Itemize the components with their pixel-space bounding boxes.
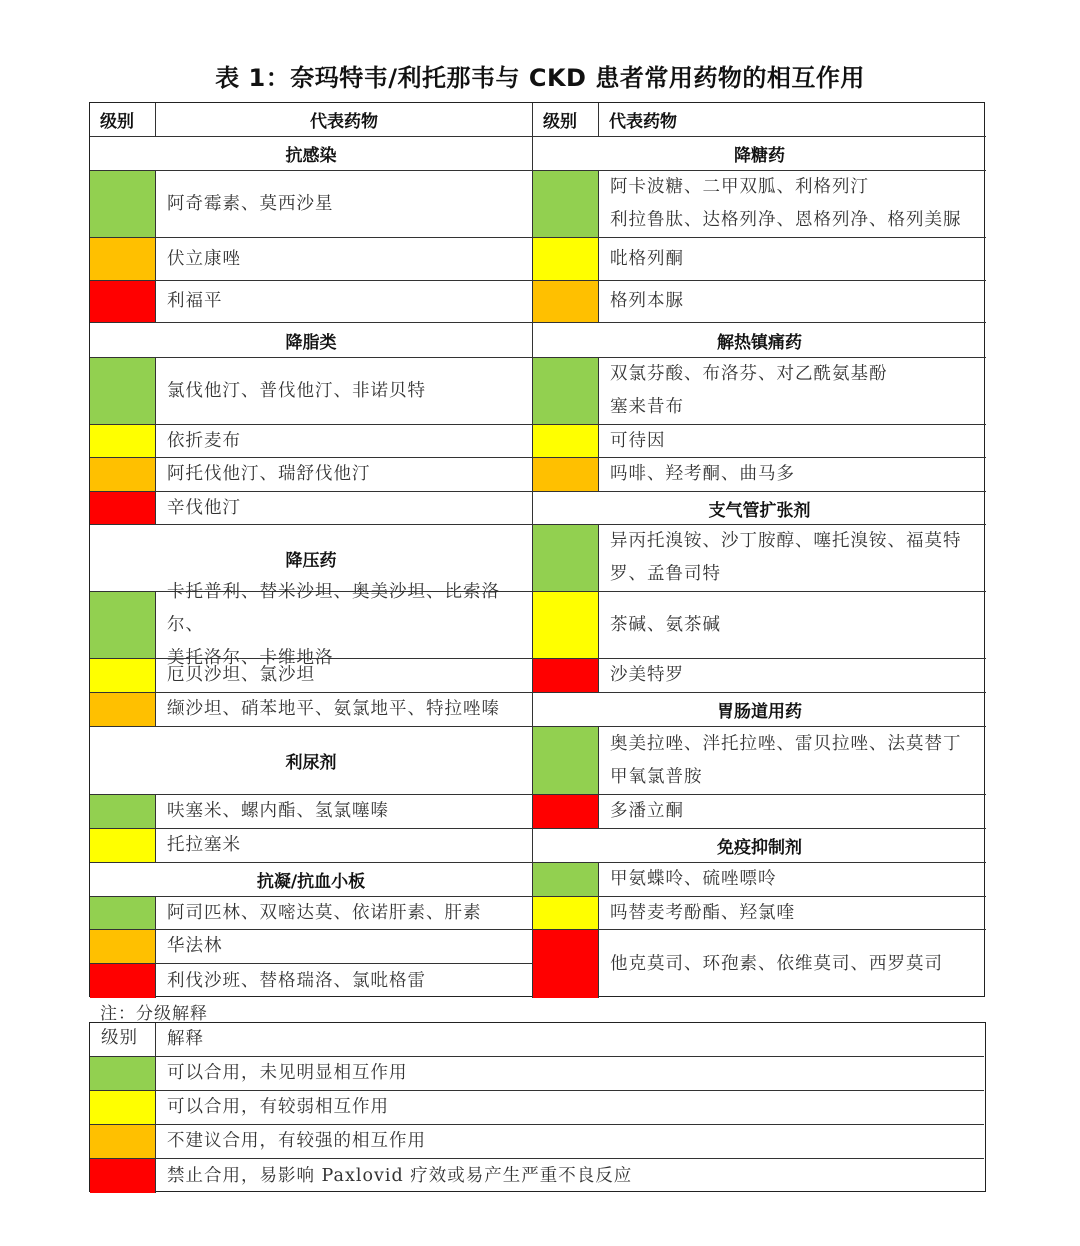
drug-list-cell <box>599 525 986 592</box>
level-swatch-red <box>533 659 599 693</box>
level-swatch-yellow <box>533 592 599 659</box>
level-swatch-orange <box>90 930 156 964</box>
drug-list-cell <box>599 659 986 693</box>
drug-names: 格列本脲 <box>610 291 684 311</box>
drug-list-cell <box>156 171 533 238</box>
drug-names: 阿奇霉素、莫西沙星 <box>167 193 334 214</box>
drug-list-cell <box>599 458 986 492</box>
drug-list-cell <box>599 358 986 425</box>
drug-names: 利福平 <box>167 291 223 311</box>
category-header: 抗感染 <box>90 137 533 171</box>
drug-names: 阿托伐他汀、瑞舒伐他汀 <box>167 464 371 484</box>
drug-list-cell <box>156 693 533 727</box>
drug-names: 吡格列酮 <box>610 248 684 269</box>
level-swatch-green <box>90 171 156 238</box>
drug-names: 利伐沙班、替格瑞洛、氯吡格雷 <box>167 970 426 991</box>
drug-list-cell <box>599 238 986 281</box>
header-drugs-right: 代表药物 <box>599 103 986 137</box>
level-swatch-green <box>90 592 156 659</box>
legend-swatch-red <box>90 1159 156 1193</box>
drug-names: 阿司匹林、双嘧达莫、依诺肝素、肝素 <box>167 902 482 923</box>
drug-names: 氯伐他汀、普伐他汀、非诺贝特 <box>167 380 426 401</box>
level-swatch-red <box>90 964 156 998</box>
legend-explanation <box>156 1159 984 1193</box>
drug-names: 甲氧氯普胺 <box>610 766 703 787</box>
drug-names: 利拉鲁肽、达格列净、恩格列净、格列美脲 <box>610 210 962 230</box>
level-swatch-green <box>533 358 599 425</box>
level-swatch-yellow <box>533 238 599 281</box>
level-swatch-yellow <box>533 897 599 930</box>
level-swatch-green <box>533 525 599 592</box>
drug-list-cell <box>599 171 986 238</box>
drug-list-cell <box>156 458 533 492</box>
drug-names: 甲氨蝶呤、硫唑嘌呤 <box>610 869 777 889</box>
drug-list-cell <box>156 659 533 693</box>
level-swatch-red <box>90 281 156 323</box>
drug-names: 卡托普利、替米沙坦、奥美沙坦、比索洛尔、 <box>167 581 500 635</box>
drug-names: 异丙托溴铵、沙丁胺醇、噻托溴铵、福莫特 <box>610 531 962 551</box>
drug-list-cell <box>156 795 533 829</box>
level-swatch-yellow <box>533 425 599 458</box>
level-swatch-green <box>533 171 599 238</box>
level-swatch-orange <box>533 281 599 323</box>
level-swatch-orange <box>533 458 599 492</box>
drug-list-cell <box>599 425 986 458</box>
legend-explanation <box>156 1091 984 1125</box>
drug-list-cell <box>599 930 986 998</box>
level-swatch-green <box>90 358 156 425</box>
drug-names: 辛伐他汀 <box>167 497 241 518</box>
drug-list-cell <box>156 930 533 964</box>
drug-list-cell <box>599 592 986 659</box>
level-swatch-yellow <box>90 425 156 458</box>
drug-list-cell <box>156 581 533 668</box>
drug-list-cell <box>599 897 986 930</box>
level-swatch-red <box>533 795 599 829</box>
table-title: 表 1：奈玛特韦/利托那韦与 CKD 患者常用药物的相互作用 <box>215 64 865 92</box>
drug-list-cell <box>156 829 533 863</box>
legend-text: 可以合用，未见明显相互作用 <box>167 1063 408 1083</box>
legend-table <box>89 1022 986 1192</box>
drug-list-cell <box>599 863 986 897</box>
drug-names: 塞来昔布 <box>610 397 684 417</box>
level-swatch-red <box>533 930 599 998</box>
drug-names: 阿卡波糖、二甲双胍、利格列汀 <box>610 177 869 197</box>
drug-names: 托拉塞米 <box>167 835 241 855</box>
drug-list-cell <box>156 238 533 281</box>
drug-names: 茶碱、氨茶碱 <box>610 614 721 635</box>
legend-swatch-yellow <box>90 1091 156 1125</box>
legend-text: 可以合用，有较弱相互作用 <box>167 1097 389 1117</box>
drug-names: 奥美拉唑、泮托拉唑、雷贝拉唑、法莫替丁 <box>610 733 962 754</box>
legend-swatch-orange <box>90 1125 156 1159</box>
drug-list-cell <box>599 795 986 829</box>
interaction-table <box>89 102 985 997</box>
legend-header-explanation: 解释 <box>156 1023 984 1057</box>
category-header: 抗凝/抗血小板 <box>90 863 533 897</box>
drug-list-cell <box>156 492 533 525</box>
drug-list-cell <box>156 358 533 425</box>
drug-names: 罗、孟鲁司特 <box>610 564 721 584</box>
category-header: 支气管扩张剂 <box>533 492 986 525</box>
level-swatch-green <box>90 897 156 930</box>
category-header: 免疫抑制剂 <box>533 829 986 863</box>
level-swatch-green <box>533 863 599 897</box>
legend-note: 注：分级解释 <box>100 1004 208 1024</box>
legend-swatch-green <box>90 1057 156 1091</box>
drug-names: 可待因 <box>610 430 666 451</box>
level-swatch-orange <box>90 238 156 281</box>
category-header: 降脂类 <box>90 323 533 358</box>
legend-text: 禁止合用，易影响 Paxlovid 疗效或易产生严重不良反应 <box>167 1165 633 1186</box>
drug-list-cell <box>599 281 986 323</box>
legend-explanation <box>156 1125 984 1159</box>
level-swatch-green <box>90 795 156 829</box>
drug-names: 缬沙坦、硝苯地平、氨氯地平、特拉唑嗪 <box>167 699 500 719</box>
drug-list-cell <box>156 425 533 458</box>
drug-list-cell <box>156 897 533 930</box>
level-swatch-yellow <box>90 829 156 863</box>
level-swatch-green <box>533 727 599 795</box>
legend-text: 不建议合用，有较强的相互作用 <box>167 1131 426 1151</box>
legend-header-level: 级别 <box>90 1023 156 1057</box>
drug-names: 美托洛尔、卡维地洛 <box>167 647 334 668</box>
category-header: 利尿剂 <box>90 727 533 795</box>
drug-names: 吗啡、羟考酮、曲马多 <box>610 464 795 484</box>
drug-list-cell <box>156 281 533 323</box>
drug-names: 多潘立酮 <box>610 801 684 821</box>
header-level-left: 级别 <box>90 103 156 137</box>
category-header: 解热镇痛药 <box>533 323 986 358</box>
drug-names: 厄贝沙坦、氯沙坦 <box>167 665 315 685</box>
drug-names: 他克莫司、环孢素、依维莫司、西罗莫司 <box>610 953 943 974</box>
category-header: 降压药 <box>90 525 533 592</box>
drug-names: 依折麦布 <box>167 430 241 451</box>
level-swatch-orange <box>90 693 156 727</box>
drug-names: 沙美特罗 <box>610 665 684 685</box>
drug-names: 华法林 <box>167 936 223 956</box>
drug-list-cell <box>599 727 986 795</box>
level-swatch-yellow <box>90 659 156 693</box>
drug-list-cell <box>156 964 533 998</box>
header-drugs-left: 代表药物 <box>156 103 533 137</box>
header-level-right: 级别 <box>533 103 599 137</box>
drug-names: 双氯芬酸、布洛芬、对乙酰氨基酚 <box>610 364 888 384</box>
legend-explanation <box>156 1057 984 1091</box>
drug-names: 伏立康唑 <box>167 248 241 269</box>
drug-names: 吗替麦考酚酯、羟氯喹 <box>610 902 795 923</box>
category-header: 降糖药 <box>533 137 986 171</box>
level-swatch-red <box>90 492 156 525</box>
drug-names: 呋塞米、螺内酯、氢氯噻嗪 <box>167 801 389 821</box>
level-swatch-orange <box>90 458 156 492</box>
category-header: 胃肠道用药 <box>533 693 986 727</box>
